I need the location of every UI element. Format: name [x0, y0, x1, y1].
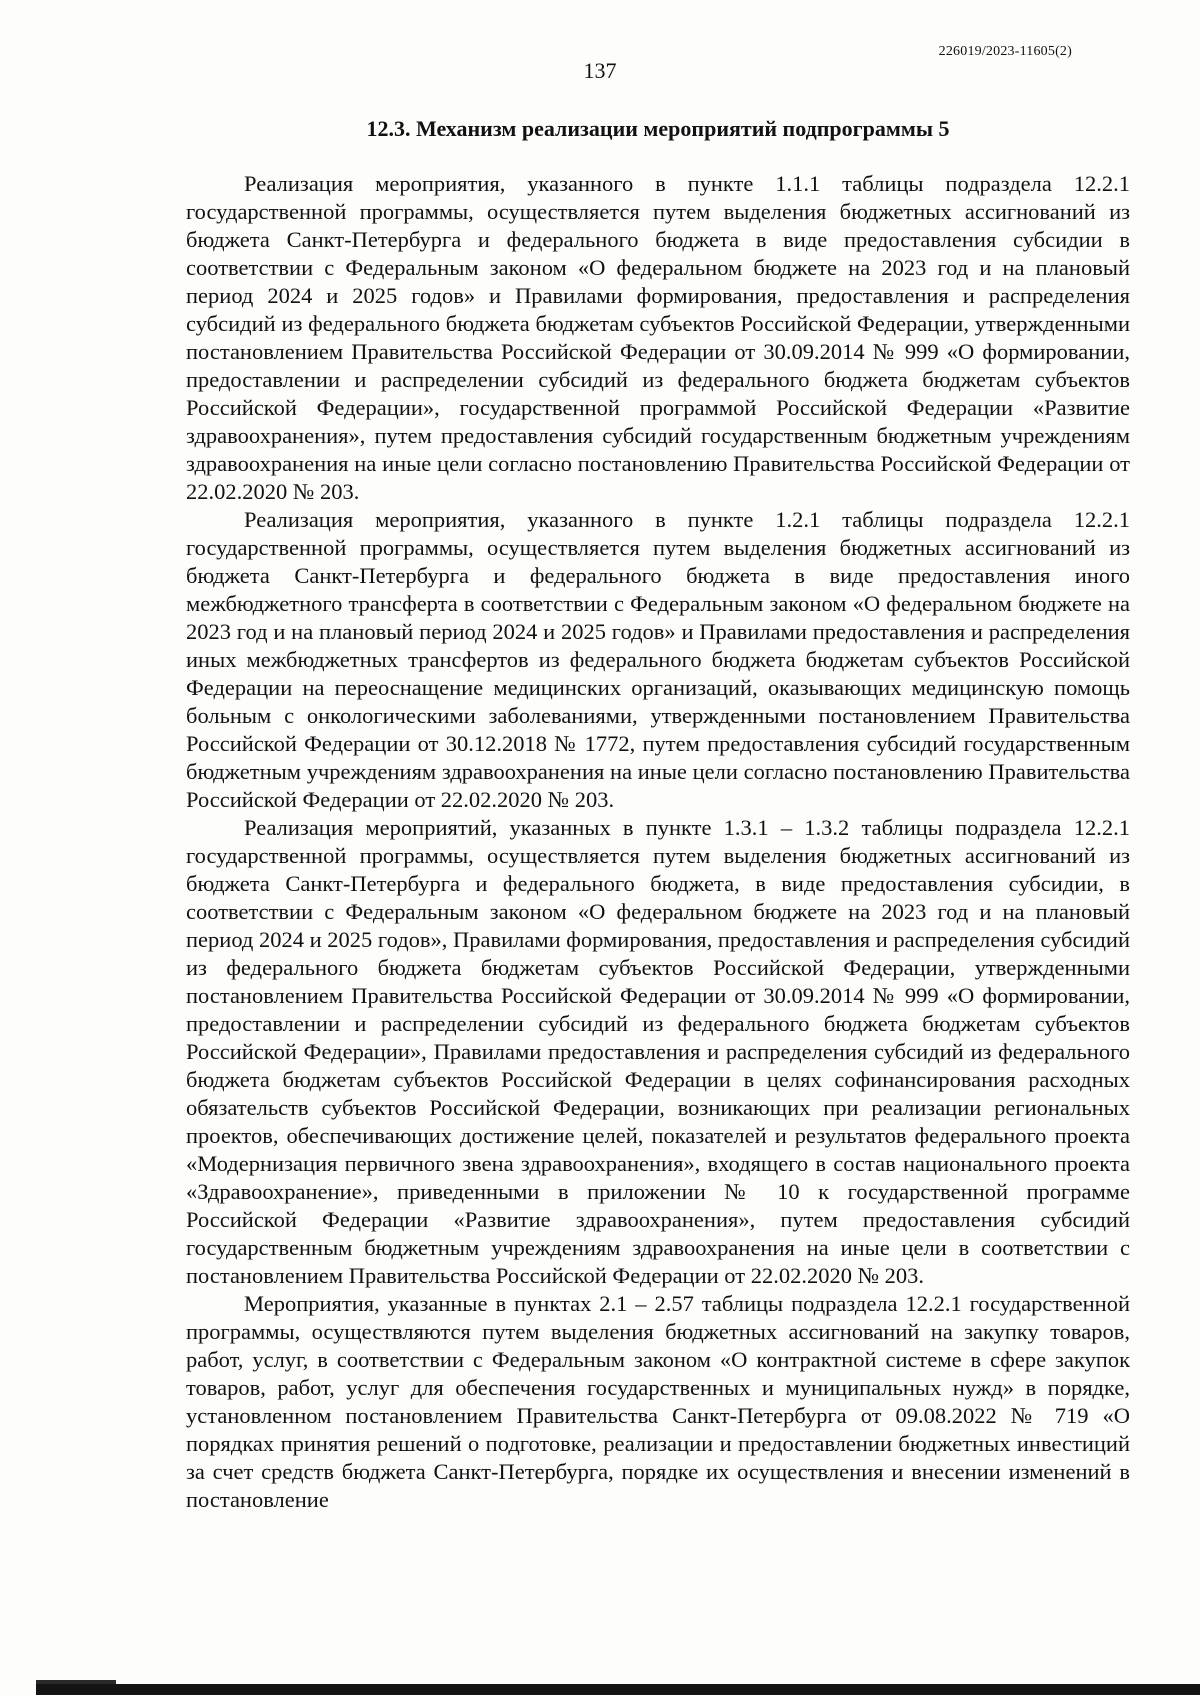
scan-bottom-border [36, 1684, 1200, 1695]
paragraph-2: Реализация мероприятия, указанного в пункте 1.2.1 таблицы подраздела 12.2.1 государственной программы, осуществляется путем выделения бюджетных ассигнований из бюджета Санкт-Петербурга и федерального бюджета в виде предоставления иного межбюджетного трансферта в соответствии с Федеральным законом «О федеральном бюджете на 2023 год и на плановый период 2024 и 2025 годов» и Правилами предоставления и распределения иных межбюджетных трансфертов из федерального бюджета бюджетам субъектов Российской Федерации на переоснащение медицинских организаций, оказывающих медицинскую помощь больным с онкологическими заболеваниями, утвержденными постановлением Правительства Российской Федерации от 30.12.2018 № 1772, путем предоставления субсидий государственным бюджетным учреждениям здравоохранения на иные цели согласно постановлению Правительства Российской Федерации от 22.02.2020 № 203. [186, 507, 1130, 812]
document-body [186, 170, 1130, 1514]
section-heading: 12.3. Механизм реализации мероприятий подпрограммы 5 [366, 116, 950, 141]
paragraph-1: Реализация мероприятия, указанного в пункте 1.1.1 таблицы подраздела 12.2.1 государственной программы, осуществляется путем выделения бюджетных ассигнований из бюджета Санкт-Петербурга и федерального бюджета в виде предоставления субсидии в соответствии с Федеральным законом «О федеральном бюджете на 2023 год и на плановый период 2024 и 2025 годов» и Правилами формирования, предоставления и распределения субсидий из федерального бюджета бюджетам субъектов Российской Федерации, утвержденными постановлением Правительства Российской Федерации от 30.09.2014 № 999 «О формировании, предоставлении и распределении субсидий из федерального бюджета бюджетам субъектов Российской Федерации», государственной программой Российской Федерации «Развитие здравоохранения», путем предоставления субсидий государственным бюджетным учреждениям здравоохранения на иные цели согласно постановлению Правительства Российской Федерации от 22.02.2020 № 203. [186, 171, 1130, 504]
paragraph-3: Реализация мероприятий, указанных в пункте 1.3.1 – 1.3.2 таблицы подраздела 12.2.1 государственной программы, осуществляется путем выделения бюджетных ассигнований из бюджета Санкт-Петербурга и федерального бюджета, в виде предоставления субсидии, в соответствии с Федеральным законом «О федеральном бюджете на 2023 год и на плановый период 2024 и 2025 годов», Правилами формирования, предоставления и распределения субсидий из федерального бюджета бюджетам субъектов Российской Федерации, утвержденными постановлением Правительства Российской Федерации от 30.09.2014 № 999 «О формировании, предоставлении и распределении субсидий из федерального бюджета бюджетам субъектов Российской Федерации», Правилами предоставления и распределения субсидий из федерального бюджета бюджетам субъектов Российской Федерации в целях софинансирования расходных обязательств субъектов Российской Федерации, возникающих при реализации региональных проектов, обеспечивающих достижение целей, показателей и результатов федерального проекта «Модернизация первичного звена здравоохранения», входящего в состав национального проекта «Здравоохранение», приведенными в приложении № 10 к государственной программе Российской Федерации «Развитие здравоохранения», путем предоставления субсидий государственным бюджетным учреждениям здравоохранения на иные цели в соответствии с постановлением Правительства Российской Федерации от 22.02.2020 № 203. [186, 815, 1130, 1288]
paragraph-4: Мероприятия, указанные в пунктах 2.1 – 2.57 таблицы подраздела 12.2.1 государственной программы, осуществляются путем выделения бюджетных ассигнований на закупку товаров, работ, услуг, в соответствии с Федеральным законом «О контрактной системе в сфере закупок товаров, работ, услуг для обеспечения государственных и муниципальных нужд» в порядке, установленном постановлением Правительства Санкт-Петербурга от 09.08.2022 № 719 «О порядках принятия решений о подготовке, реализации и предоставлении бюджетных инвестиций за счет средств бюджета Санкт-Петербурга, порядке их осуществления и внесении изменений в постановление [186, 1291, 1130, 1512]
page-number: 137 [583, 58, 617, 83]
document-registration-number: 226019/2023-11605(2) [938, 44, 1072, 59]
